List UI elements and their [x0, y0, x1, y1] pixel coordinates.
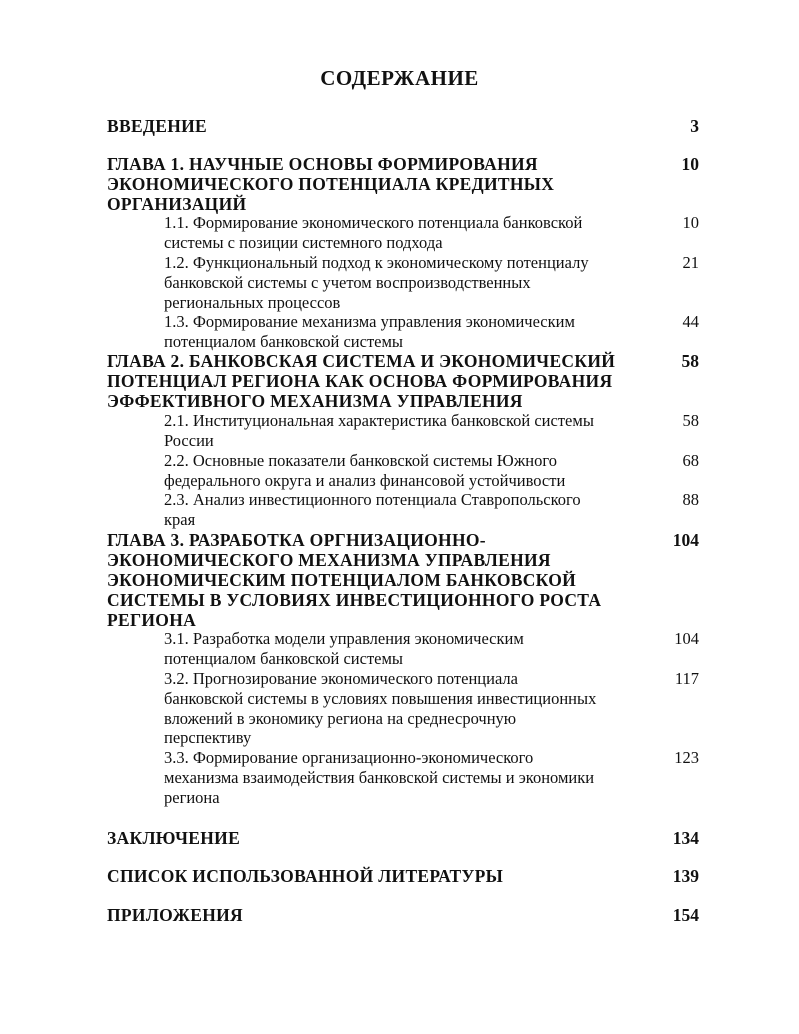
- toc-entry-title: 2.3. Анализ инвестиционного потенциала Ставропольского края: [164, 490, 581, 529]
- page-title: СОДЕРЖАНИЕ: [320, 66, 479, 90]
- toc-entry-title: СПИСОК ИСПОЛЬЗОВАННОЙ ЛИТЕРАТУРЫ: [107, 866, 504, 886]
- toc-entry-page: 104: [674, 629, 699, 648]
- toc-entry-title: 3.2. Прогнозирование экономического потенциала банковской системы в условиях повышения инвестиционных вложений в экономику региона на среднесрочную перспективу: [164, 669, 597, 748]
- toc-entry-page: 139: [672, 866, 699, 886]
- toc-entry-page: 68: [682, 451, 699, 470]
- toc-entry-title: 1.2. Функциональный подход к экономическому потенциалу банковской системы с учетом воспроизводственных региональных процессов: [164, 253, 589, 312]
- toc-entry-page: 104: [672, 530, 699, 550]
- toc-entry-page: 10: [681, 154, 699, 174]
- toc-entry-page: 10: [682, 213, 699, 232]
- toc-entry-title: ЗАКЛЮЧЕНИЕ: [107, 828, 241, 848]
- toc-entry-title: ГЛАВА 2. БАНКОВСКАЯ СИСТЕМА И ЭКОНОМИЧЕСКИЙ ПОТЕНЦИАЛ РЕГИОНА КАК ОСНОВА ФОРМИРОВАНИЯ ЭФФЕКТИВНОГО МЕХАНИЗМА УПРАВЛЕНИЯ: [107, 351, 616, 411]
- toc-entry-page: 154: [672, 905, 699, 925]
- toc-entry-title: 1.1. Формирование экономического потенциала банковской системы с позиции системного подхода: [164, 213, 583, 252]
- toc-entry-title: 3.3. Формирование организационно-экономического механизма взаимодействия банковской системы и экономики региона: [164, 748, 595, 807]
- toc-entry-page: 3: [690, 116, 699, 136]
- toc-entry-title: 1.3. Формирование механизма управления экономическим потенциалом банковской системы: [164, 312, 575, 351]
- toc-entry-page: 44: [682, 312, 699, 331]
- toc-entry-page: 123: [674, 748, 699, 767]
- toc-entry-page: 88: [682, 490, 699, 509]
- toc-entry-page: 21: [682, 253, 699, 272]
- toc-entry-page: 58: [682, 411, 699, 430]
- toc-entry-title: ПРИЛОЖЕНИЯ: [107, 905, 243, 925]
- toc-entry-page: 117: [674, 669, 699, 688]
- toc-entry-title: ВВЕДЕНИЕ: [107, 116, 208, 136]
- toc-entry-title: 2.1. Институциональная характеристика банковской системы России: [164, 411, 594, 450]
- toc-entry-page: 134: [672, 828, 699, 848]
- toc-entry-page: 58: [681, 351, 699, 371]
- toc-entry-title: 2.2. Основные показатели банковской системы Южного федерального округа и анализ финансовой устойчивости: [164, 451, 566, 490]
- toc-entry-title: 3.1. Разработка модели управления экономическим потенциалом банковской системы: [164, 629, 524, 668]
- toc-entry-title: ГЛАВА 3. РАЗРАБОТКА ОРГНИЗАЦИОННО- ЭКОНОМИЧЕСКОГО МЕХАНИЗМА УПРАВЛЕНИЯ ЭКОНОМИЧЕСКИМ ПОТЕНЦИАЛОМ БАНКОВСКОЙ СИСТЕМЫ В УСЛОВИЯХ ИНВЕСТИЦИОННОГО РОСТА РЕГИОНА: [107, 530, 602, 630]
- toc-entry-title: ГЛАВА 1. НАУЧНЫЕ ОСНОВЫ ФОРМИРОВАНИЯ ЭКОНОМИЧЕСКОГО ПОТЕНЦИАЛА КРЕДИТНЫХ ОРГАНИЗАЦИЙ: [107, 154, 555, 214]
